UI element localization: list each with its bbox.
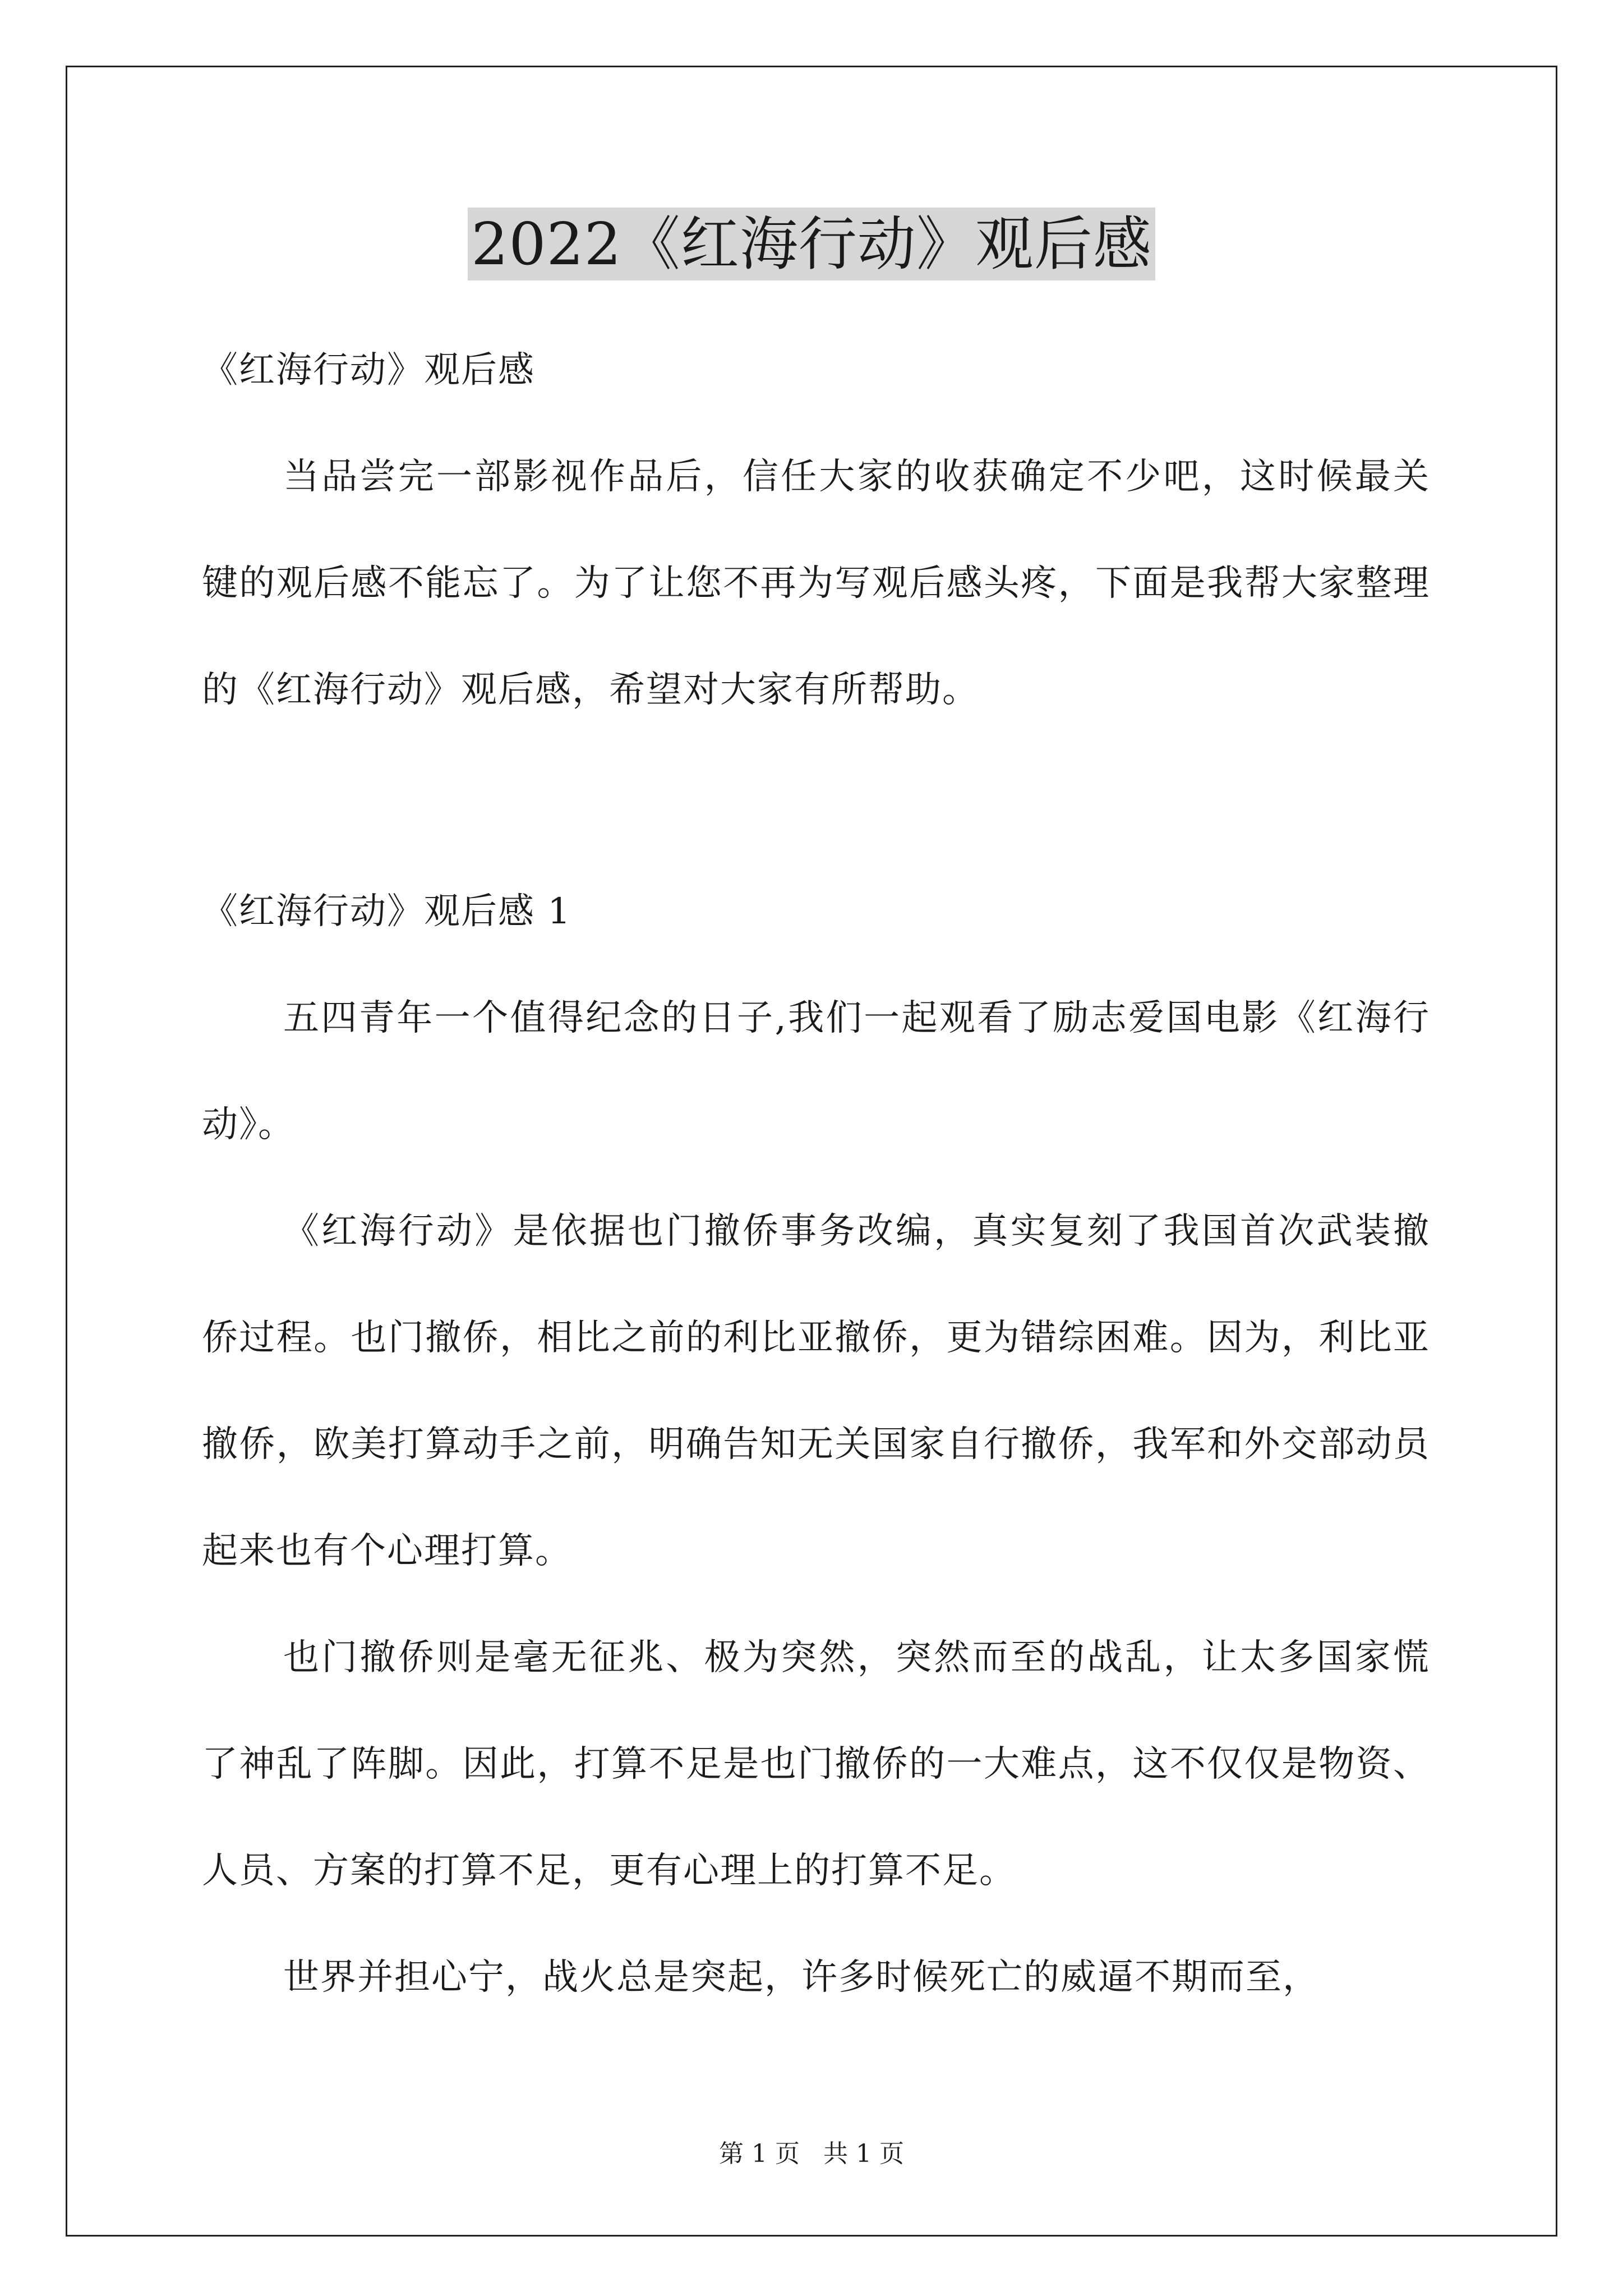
document-title: 2022《红海行动》观后感 — [468, 208, 1155, 280]
body-paragraph-2: 《红海行动》是依据也门撤侨事务改编，真实复刻了我国首次武装撤侨过程。也门撤侨，相比之前的利比亚撤侨，更为错综困难。因为，利比亚撤侨，欧美打算动手之前，明确告知无关国家自行撤侨，我军和外交部动员起来也有个心理打算。 — [202, 1211, 1430, 1572]
page-footer — [0, 2137, 1623, 2171]
body-paragraph-1: 五四青年一个值得纪念的日子,我们一起观看了励志爱国电影《红海行动》。 — [202, 997, 1430, 1145]
page-total: 共 1 页 — [823, 2139, 904, 2168]
page-number: 第 1 页 — [719, 2139, 800, 2168]
body-paragraph-4: 世界并担心宁，战火总是突起，许多时候死亡的威逼不期而至， — [283, 1957, 1320, 1998]
section-heading-1: 《红海行动》观后感 1 — [202, 891, 572, 932]
section-heading: 《红海行动》观后感 — [202, 349, 535, 391]
intro-paragraph: 当品尝完一部影视作品后，信任大家的收获确定不少吧，这时候最关键的观后感不能忘了。为了让您不再为写观后感头疼，下面是我帮大家整理的《红海行动》观后感，希望对大家有所帮助。 — [202, 456, 1430, 711]
title-container — [0, 208, 1623, 280]
body-paragraph-3: 也门撤侨则是毫无征兆、极为突然，突然而至的战乱，让太多国家慌了神乱了阵脚。因此，打算不足是也门撤侨的一大难点，这不仅仅是物资、人员、方案的打算不足，更有心理上的打算不足。 — [202, 1637, 1430, 1892]
